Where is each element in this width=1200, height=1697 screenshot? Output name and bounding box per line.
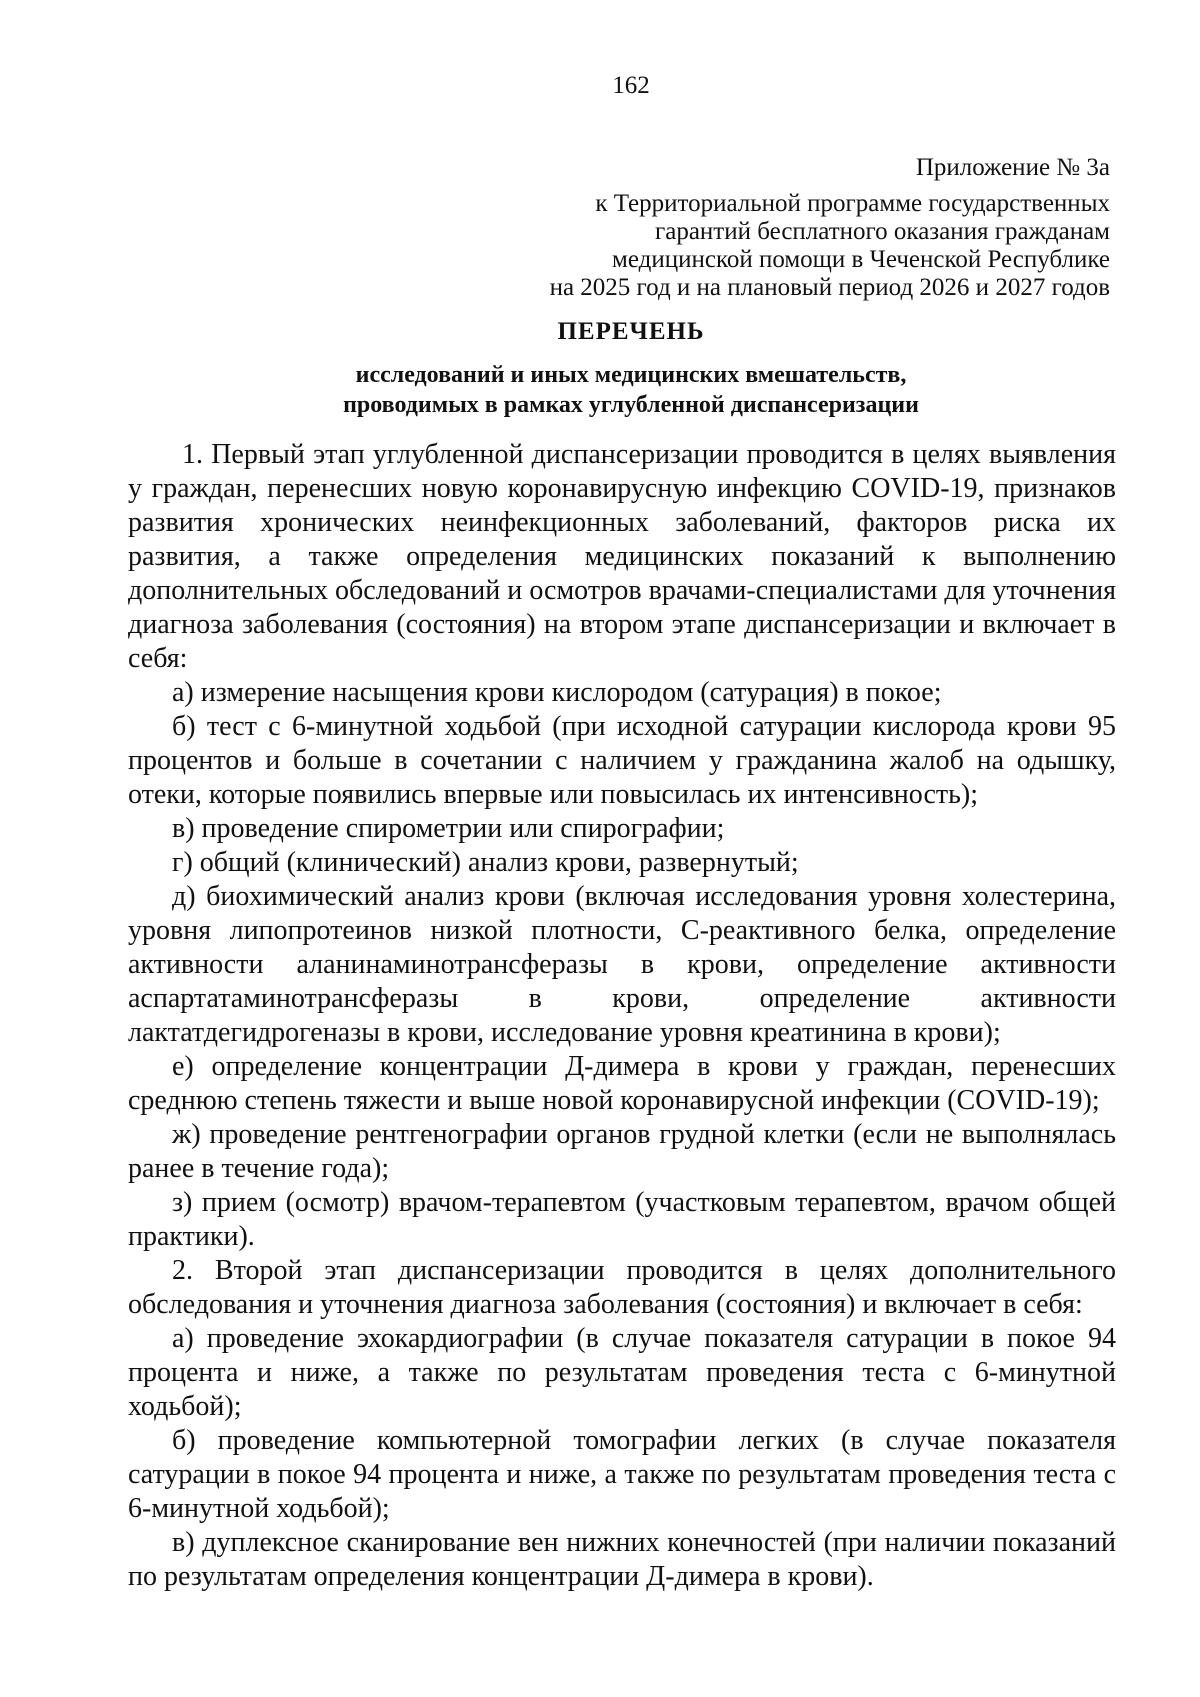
subtitle-line: проводимых в рамках углубленной диспансеризации [343, 392, 919, 418]
appendix-line: гарантий бесплатного оказания гражданам [654, 218, 1110, 245]
list-item: д) биохимический анализ крови (включая исследования уровня холестерина, уровня липопротеинов низкой плотности, С-реактивного белка, определение активности аланинаминотрансферазы в крови, определение активности аспартатаминотрансферазы в крови, определение активности лактатдегидрогеназы в крови, исследование уровня креатинина в крови); [128, 881, 1116, 1048]
list-item: а) измерение насыщения крови кислородом (сатурация) в покое; [172, 677, 942, 708]
paragraph-stage-2: 2. Второй этап диспансеризации проводится в целях дополнительного обследования и уточнения диагноза заболевания (состояния) и включает в себя: [128, 1255, 1116, 1320]
page-number: 162 [612, 72, 650, 99]
list-item: а) проведение эхокардиографии (в случае показателя сатурации в покое 94 процента и ниже, а также по результатам проведения теста с 6-минутной ходьбой); [128, 1323, 1116, 1422]
document-body [128, 438, 1116, 1594]
appendix-label: Приложение № 3а [915, 154, 1110, 181]
list-item: б) тест с 6-минутной ходьбой (при исходной сатурации кислорода крови 95 процентов и больше в сочетании с наличием у гражданина жалоб на одышку, отеки, которые появились впервые или повысилась их интенсивность); [128, 711, 1116, 810]
list-item: е) определение концентрации Д-димера в крови у граждан, перенесших среднюю степень тяжести и выше новой коронавирусной инфекции (COVID-19); [128, 1051, 1116, 1116]
appendix-line: к Территориальной программе государственных [595, 190, 1110, 217]
list-item: г) общий (клинический) анализ крови, развернутый; [172, 847, 799, 878]
document-title: ПЕРЕЧЕНЬ [557, 318, 705, 345]
list-item: ж) проведение рентгенографии органов грудной клетки (если не выполнялась ранее в течение года); [128, 1119, 1116, 1184]
appendix-line: медицинской помощи в Чеченской Республике [612, 246, 1110, 273]
list-item: з) прием (осмотр) врачом-терапевтом (участковым терапевтом, врачом общей практики). [128, 1187, 1116, 1252]
document-subtitle [0, 360, 1200, 420]
list-item: б) проведение компьютерной томографии легких (в случае показателя сатурации в покое 94 процента и ниже, а также по результатам проведения теста с 6-минутной ходьбой); [128, 1425, 1116, 1524]
list-item: в) дуплексное сканирование вен нижних конечностей (при наличии показаний по результатам определения концентрации Д-димера в крови). [128, 1527, 1116, 1592]
paragraph-stage-1: 1. Первый этап углубленной диспансеризации проводится в целях выявления у граждан, перенесших новую коронавирусную инфекцию COVID-19, признаков развития хронических неинфекционных заболеваний, факторов риска их развития, а также определения медицинских показаний к выполнению дополнительных обследований и осмотров врачами-специалистами для уточнения диагноза заболевания (состояния) на втором этапе диспансеризации и включает в себя: [128, 439, 1116, 674]
subtitle-line: исследований и иных медицинских вмешательств, [355, 362, 907, 388]
appendix-line: на 2025 год и на плановый период 2026 и 2027 годов [549, 274, 1110, 301]
appendix-reference [550, 190, 1110, 302]
list-item: в) проведение спирометрии или спирографии; [172, 813, 725, 844]
